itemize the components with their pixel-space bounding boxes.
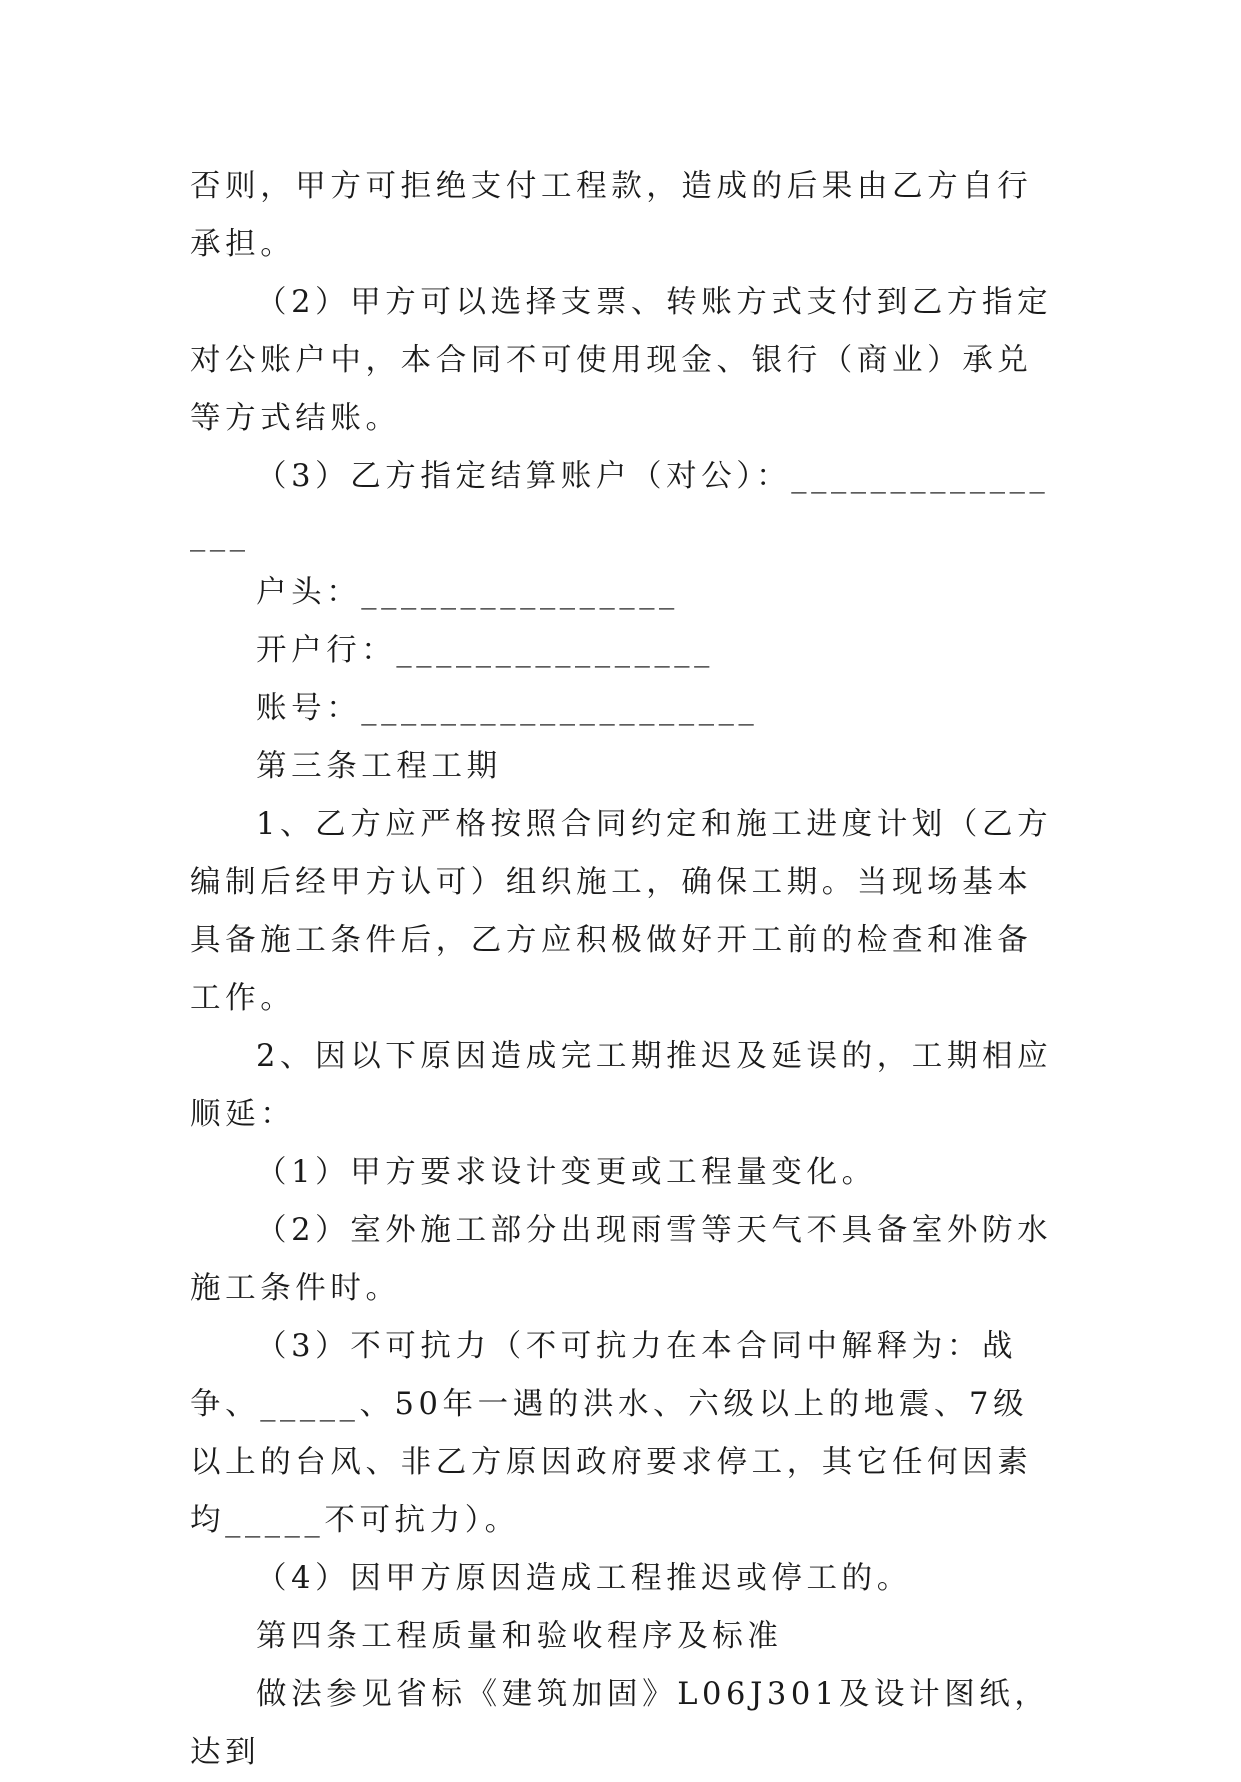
field-account-number: 账号：____________________	[256, 691, 759, 726]
list-item-party-a-delay: （4）因甲方原因造成工程推迟或停工的。	[256, 1561, 912, 1596]
field-account-holder: 户头：________________	[256, 575, 679, 610]
field-bank-name: 开户行：________________	[256, 633, 714, 668]
section-heading-article-4: 第四条工程质量和验收程序及标准	[256, 1619, 783, 1654]
list-item-design-change: （1）甲方要求设计变更或工程量变化。	[256, 1155, 877, 1190]
paragraph-schedule-clause-1: 1、乙方应严格按照合同约定和施工进度计划（乙方编制后经甲方认可）组织施工，确保工期。当现场基本具备施工条件后，乙方应积极做好开工前的检查和准备工作。	[190, 807, 1053, 1016]
paragraph-payment-refusal: 否则，甲方可拒绝支付工程款，造成的后果由乙方自行承担。	[190, 169, 1033, 262]
paragraph-quality-standard: 做法参见省标《建筑加固》L06J301及设计图纸，达到	[190, 1677, 1050, 1770]
section-heading-article-3: 第三条工程工期	[256, 749, 502, 784]
paragraph-schedule-clause-2: 2、因以下原因造成完工期推迟及延误的，工期相应顺延：	[190, 1039, 1053, 1132]
list-item-weather: （2）室外施工部分出现雨雪等天气不具备室外防水施工条件时。	[190, 1213, 1053, 1306]
document-body	[190, 158, 1060, 1782]
paragraph-payment-method: （2）甲方可以选择支票、转账方式支付到乙方指定对公账户中，本合同不可使用现金、银行（商业）承兑等方式结账。	[190, 285, 1053, 436]
list-item-force-majeure: （3）不可抗力（不可抗力在本合同中解释为：战争、_____、50年一遇的洪水、六级以上的地震、7级以上的台风、非乙方原因政府要求停工，其它任何因素均_____不可抗力）。	[190, 1329, 1033, 1538]
paragraph-settlement-account: （3）乙方指定结算账户（对公）：________________	[190, 459, 1050, 552]
